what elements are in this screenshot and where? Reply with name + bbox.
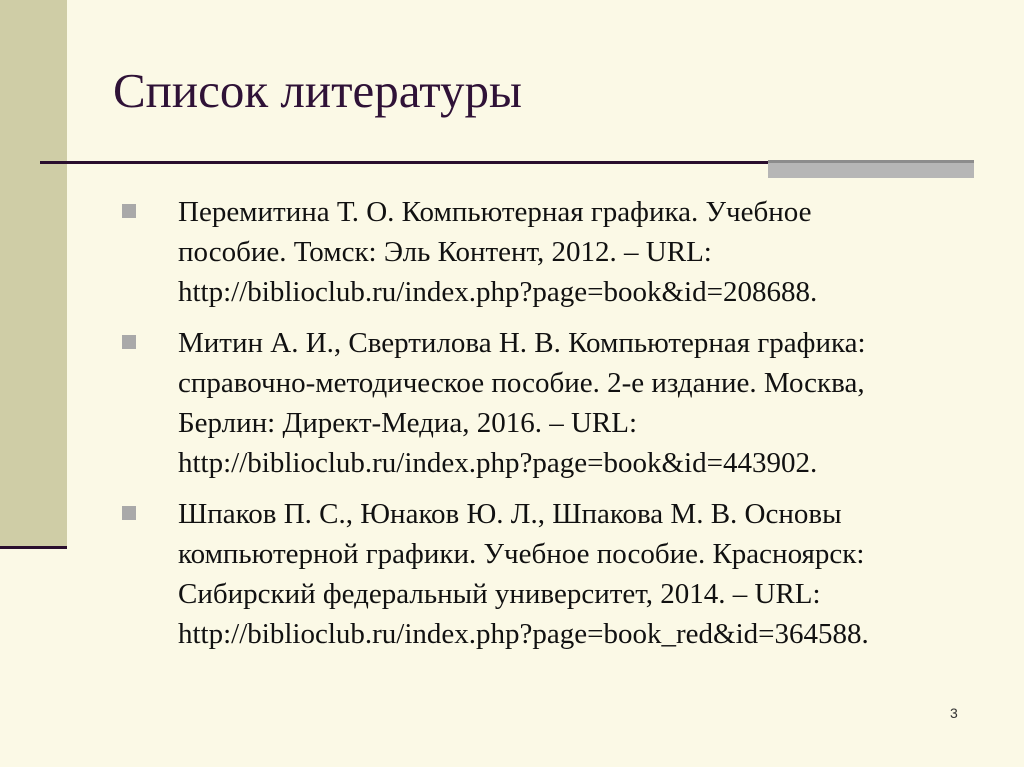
reference-text-line: пособие. Томск: Эль Контент, 2012. – URL: bbox=[178, 236, 712, 268]
reference-item-1 bbox=[178, 192, 998, 312]
title-accent-bar bbox=[768, 160, 974, 178]
reference-list bbox=[178, 192, 998, 665]
reference-text-line: Митин А. И., Свертилова Н. В. Компьютерная графика: bbox=[178, 327, 866, 359]
reference-url: http://biblioclub.ru/index.php?page=book&id=443902. bbox=[178, 447, 818, 479]
reference-text-line: Перемитина Т. О. Компьютерная графика. Учебное bbox=[178, 196, 812, 228]
reference-url: http://biblioclub.ru/index.php?page=book_red&id=364588. bbox=[178, 618, 869, 650]
slide-title: Список литературы bbox=[113, 63, 522, 118]
reference-text-line: Сибирский федеральный университет, 2014. – URL: bbox=[178, 578, 821, 610]
reference-text-line: справочно-методическое пособие. 2-е издание. Москва, bbox=[178, 367, 865, 399]
square-bullet-icon bbox=[122, 204, 136, 218]
reference-text-line: Шпаков П. С., Юнаков Ю. Л., Шпакова М. В. Основы bbox=[178, 498, 842, 530]
reference-url: http://biblioclub.ru/index.php?page=book&id=208688. bbox=[178, 276, 818, 308]
square-bullet-icon bbox=[122, 506, 136, 520]
square-bullet-icon bbox=[122, 335, 136, 349]
slide-number: 3 bbox=[950, 705, 958, 721]
reference-text-line: компьютерной графики. Учебное пособие. Красноярск: bbox=[178, 538, 865, 570]
reference-item-2 bbox=[178, 323, 998, 483]
reference-item-3 bbox=[178, 494, 998, 654]
side-decor-band bbox=[0, 0, 67, 548]
side-decor-line bbox=[0, 546, 67, 549]
reference-text-line: Берлин: Директ-Медиа, 2016. – URL: bbox=[178, 407, 638, 439]
